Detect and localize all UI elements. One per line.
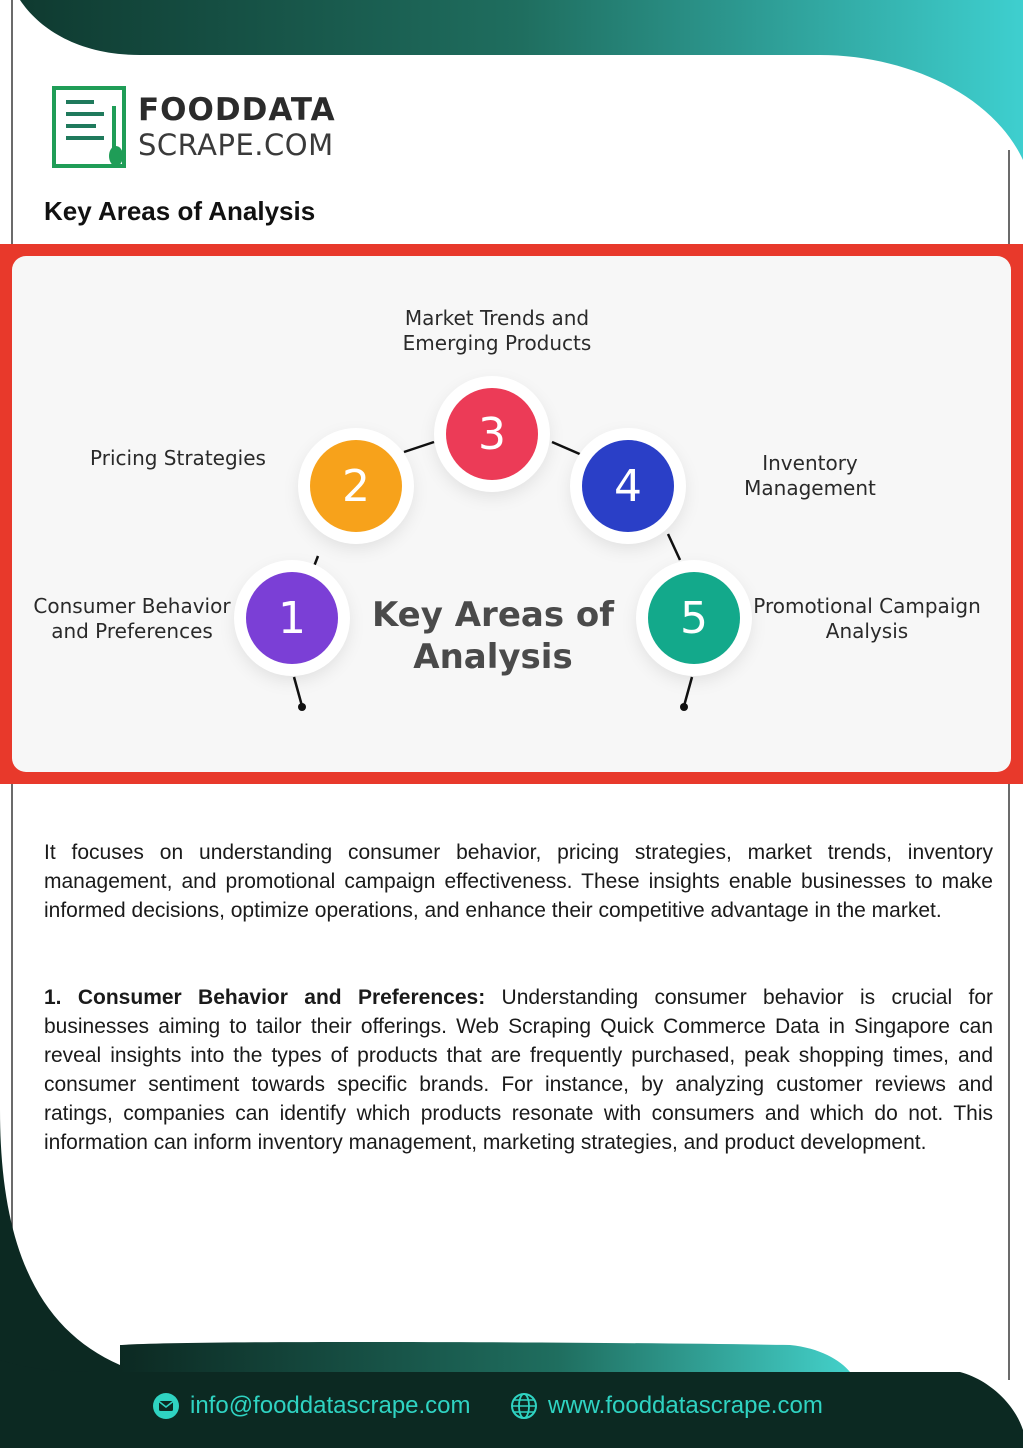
area-label-2: Pricing Strategies [90, 446, 266, 470]
area-node-4 [582, 440, 674, 532]
area-label-3: Market Trends and Emerging Products [402, 306, 592, 355]
point-1-body: Understanding consumer behavior is crucial for businesses aiming to tailor their offerings. Web Scraping Quick Commerce Data in Singapore can reveal insights into the types of products that are frequently purchased, peak shopping times, and consumer sentiment towards specific brands. For instance, by analyzing customer reviews and ratings, companies can identify which products resonate with consumers and which do not. This information can inform inventory management, marketing strategies, and product development. [44, 986, 993, 1154]
point-1-paragraph [44, 983, 993, 1157]
area-number-2: 2 [342, 460, 370, 512]
area-number-3: 3 [478, 408, 506, 460]
footer-website[interactable] [510, 1392, 823, 1420]
logo-wordmark-bottom: SCRAPE.COM [138, 128, 334, 162]
point-1-heading: 1. Consumer Behavior and Preferences: [44, 986, 486, 1009]
area-label-5: Promotional Campaign Analysis [753, 594, 981, 643]
infographic-panel [12, 256, 1011, 772]
key-areas-infographic [0, 244, 1023, 784]
infographic-center-title: Key Areas of Analysis [371, 595, 615, 677]
mail-icon [152, 1392, 180, 1420]
globe-icon [510, 1392, 538, 1420]
area-node-2 [310, 440, 402, 532]
area-node-5 [648, 572, 740, 664]
intro-paragraph: It focuses on understanding consumer behavior, pricing strategies, market trends, inventory management, and promotional campaign effectiveness. These insights enable businesses to make informed decisions, optimize operations, and enhance their competitive advantage in the market. [44, 841, 993, 922]
footer-website-text[interactable]: www.fooddatascrape.com [548, 1392, 823, 1419]
area-label-4: Inventory Management [744, 451, 876, 500]
area-node-1 [246, 572, 338, 664]
area-number-1: 1 [278, 592, 306, 644]
area-number-5: 5 [680, 592, 708, 644]
logo-wordmark-top: FOODDATA [138, 92, 336, 128]
area-number-4: 4 [614, 460, 642, 512]
area-node-3 [446, 388, 538, 480]
section-title: Key Areas of Analysis [44, 196, 316, 226]
footer-email[interactable] [152, 1392, 471, 1420]
footer-email-text[interactable]: info@fooddatascrape.com [190, 1392, 471, 1419]
area-label-1: Consumer Behavior and Preferences [33, 594, 231, 643]
